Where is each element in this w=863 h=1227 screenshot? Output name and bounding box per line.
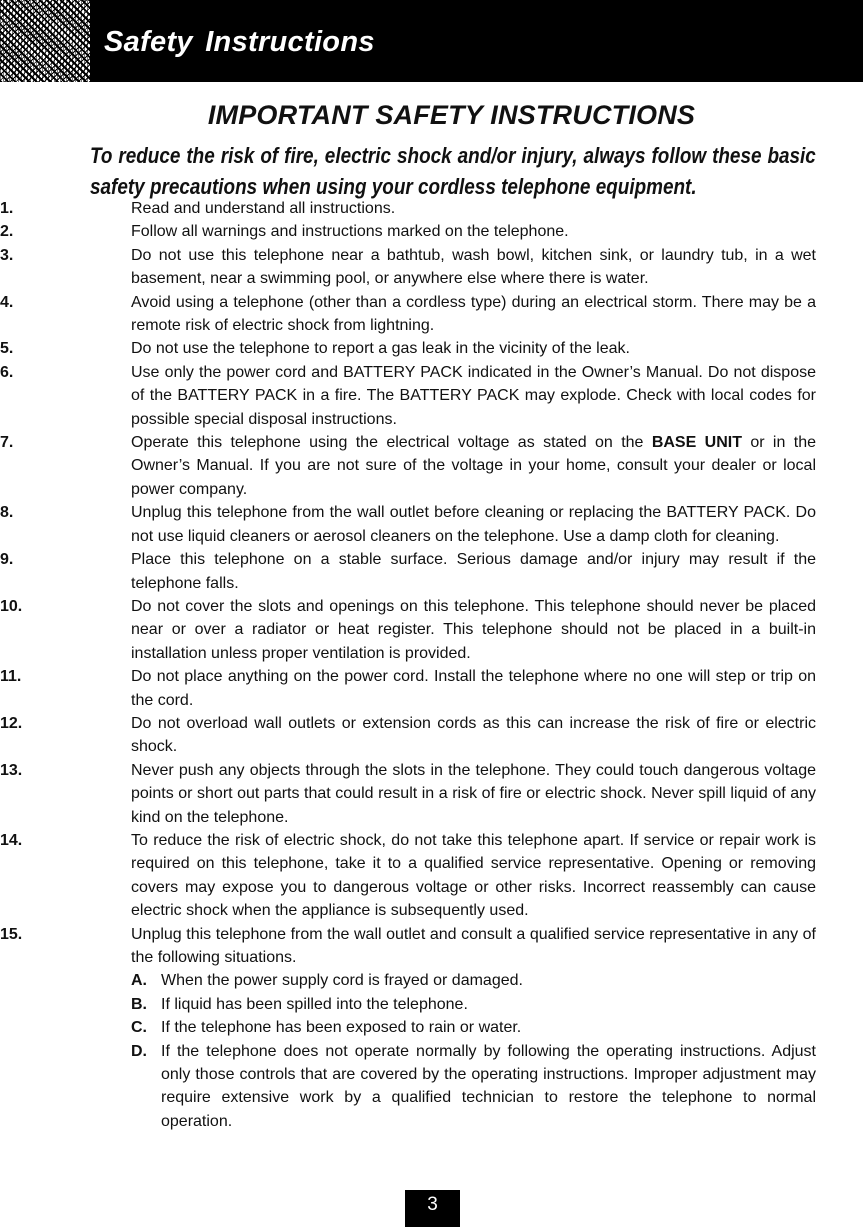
list-item xyxy=(0,548,816,595)
item-text: Place this telephone on a stable surface. Serious damage and/or injury may result if the telephone falls. xyxy=(131,551,816,592)
item-number: 12. xyxy=(0,714,23,732)
item-number: 4. xyxy=(0,293,14,311)
sub-item-letter: C. xyxy=(131,1019,147,1037)
item-text: Use only the power cord and BATTERY PACK indicated in the Owner’s Manual. Do not dispose of the BATTERY PACK in a fire. The BATTERY PACK may explode. Check with local codes for possible special disposal instructions. xyxy=(131,363,816,428)
item-number: 6. xyxy=(0,363,14,381)
list-item xyxy=(0,220,816,243)
list-item xyxy=(0,923,816,970)
list-item xyxy=(0,431,816,501)
sub-item-text: If the telephone has been exposed to rain or water. xyxy=(161,1019,522,1037)
list-item xyxy=(0,501,816,548)
item-text: Operate this telephone using the electrical voltage as stated on the xyxy=(131,434,652,452)
sub-list-item xyxy=(0,969,816,992)
item-text: Unplug this telephone from the wall outlet and consult a qualified service representative in any of the following situations. xyxy=(131,925,816,966)
item-number: 3. xyxy=(0,246,14,264)
header-bar xyxy=(0,0,863,82)
item-number: 7. xyxy=(0,434,14,452)
item-text: Do not overload wall outlets or extension cords as this can increase the risk of fire or electric shock. xyxy=(131,714,816,756)
item-number: 10. xyxy=(0,597,23,615)
safety-instructions-list xyxy=(0,197,863,1133)
item-number: 8. xyxy=(0,504,14,522)
list-item xyxy=(0,712,816,759)
sub-list-item xyxy=(0,993,816,1016)
sub-list-item xyxy=(0,1016,816,1039)
item-text: Avoid using a telephone (other than a cordless type) during an electrical storm. There may be a remote risk of electric shock from lightning. xyxy=(131,293,816,335)
item-text: Do not cover the slots and openings on this telephone. This telephone should never be placed near or over a radiator or heat register. This telephone should not be placed in a built-in installation unless proper ventilation is provided. xyxy=(131,597,816,662)
item-number: 9. xyxy=(0,551,14,569)
header-texture xyxy=(0,0,90,82)
item-number: 13. xyxy=(0,761,23,779)
item-number: 1. xyxy=(0,200,14,217)
item-number: 2. xyxy=(0,223,14,241)
item-number: 14. xyxy=(0,831,23,849)
list-item xyxy=(0,361,816,431)
sub-item-text: If the telephone does not operate normally by following the operating instructions. Adjust only those controls that are covered by the operating instructions. Improper adjustment may require extensive work by a qualified technician to restore the telephone to normal operation. xyxy=(161,1042,816,1130)
item-text: Follow all warnings and instructions marked on the telephone. xyxy=(131,223,569,241)
list-item xyxy=(0,759,816,829)
base-unit-label: BASE UNIT xyxy=(651,434,742,452)
item-text: Do not use the telephone to report a gas leak in the vicinity of the leak. xyxy=(131,340,630,358)
header-title: Safety Instructions xyxy=(104,26,375,58)
intro-paragraph: To reduce the risk of fire, electric shock and/or injury, always follow these basic safety precautions when using your cordless telephone equipment. xyxy=(90,143,816,199)
item-text: To reduce the risk of electric shock, do not take this telephone apart. If service or repair work is required on this telephone, take it to a qualified service representative. Opening or removing covers may expose you to dangerous voltage or other risks. Incorrect reassembly can cause electric shock when the appliance is subsequently used. xyxy=(131,831,816,920)
item-text: or in the Owner’s Manual. If you are not sure of the voltage in your home, consult your dealer or local power company. xyxy=(131,434,816,498)
item-text: Read and understand all instructions. xyxy=(131,200,396,217)
sub-item-letter: D. xyxy=(131,1042,147,1060)
list-item xyxy=(0,829,816,923)
page-heading: IMPORTANT SAFETY INSTRUCTIONS xyxy=(207,100,696,130)
item-text: Do not place anything on the power cord. Install the telephone where no one will step or trip on the cord. xyxy=(131,668,816,709)
sub-item-letter: A. xyxy=(131,972,147,990)
list-item xyxy=(0,595,816,665)
list-item xyxy=(0,337,816,360)
list-item xyxy=(0,197,816,220)
sub-item-letter: B. xyxy=(131,995,147,1013)
item-number: 5. xyxy=(0,340,14,358)
list-item xyxy=(0,244,816,291)
item-number: 11. xyxy=(0,668,22,686)
list-item xyxy=(0,665,816,712)
item-number: 15. xyxy=(0,925,23,943)
sub-item-text: If liquid has been spilled into the telephone. xyxy=(161,995,468,1013)
item-text: Never push any objects through the slots in the telephone. They could touch dangerous voltage points or short out parts that could result in a risk of fire or electric shock. Never spill liquid of any kind on the telephone. xyxy=(131,761,816,826)
sub-list-item xyxy=(0,1040,816,1134)
item-text: Do not use this telephone near a bathtub, wash bowl, kitchen sink, or laundry tub, in a wet basement, near a swimming pool, or anywhere else where there is water. xyxy=(131,246,816,288)
list-item xyxy=(0,291,816,338)
sub-item-text: When the power supply cord is frayed or damaged. xyxy=(161,972,523,990)
page-number: 3 xyxy=(405,1190,460,1227)
item-text: Unplug this telephone from the wall outlet before cleaning or replacing the BATTERY PACK. Do not use liquid cleaners or aerosol cleaners on the telephone. Use a damp cloth for cleaning. xyxy=(131,504,816,545)
